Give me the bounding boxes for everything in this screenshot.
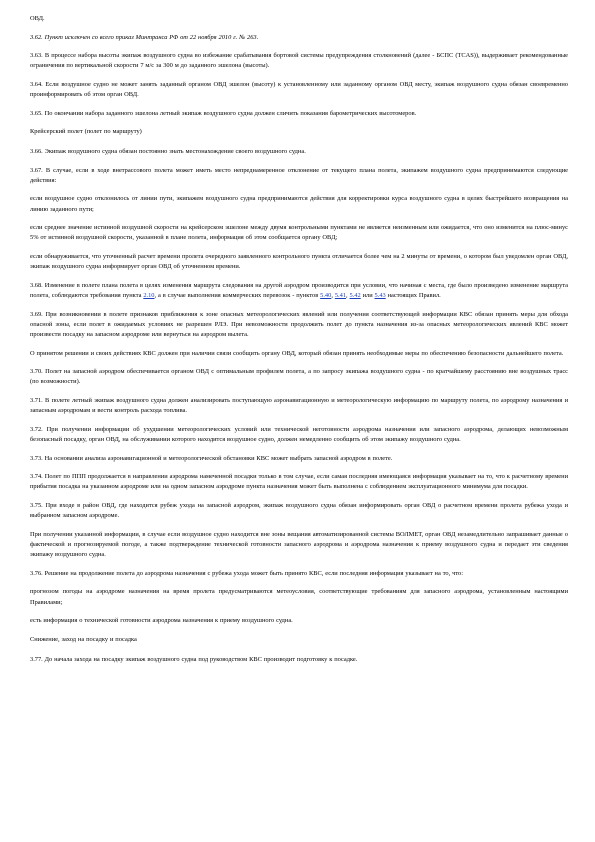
paragraph-3-75-cont: При получении указанной информации, в случае если воздушное судно находится вне зоны вещания автоматизированной системы ВОЛМЕТ, орган ОВД незамедлительно запрашивает данные о фактической и прогнозируемой погоде, а также подтверждение технической готовности запасного аэродрома и аэродрома назначения к приему воздушного судна и передает эти сведения экипажу воздушного судна.	[30, 530, 568, 559]
paragraph-3-67: 3.67. В случае, если в ходе внетрассового полета может иметь место непреднамеренное отклонение от текущего плана полета, экипажем воздушного судна предпринимаются следующие действия:	[30, 166, 568, 184]
paragraph-3-66: 3.66. Экипаж воздушного судна обязан постоянно знать местонахождение своего воздушного судна.	[30, 148, 306, 156]
paragraph-3-70: 3.70. Полет на запасной аэродром обеспечивается органом ОВД с оптимальным профилем полета, а по запросу экипажа воздушного судна - по кратчайшему расстоянию вне воздушных трасс (по возможности).	[30, 368, 568, 386]
paragraph-3-68	[30, 281, 568, 301]
paragraph-3-67-item-1: если воздушное судно отклонилось от линии пути, экипажем воздушного судна предпринимаются действия для корректировки курса воздушного судна в целях быстрейшего возвращения на линию заданного пути;	[30, 195, 568, 213]
paragraph-3-71: 3.71. В полете летный экипаж воздушного судна должен анализировать поступающую аэронавигационную и метеорологическую информацию по маршруту полета, по аэродрому назначения и запасным аэродромам и вести контроль расхода топлива.	[30, 397, 568, 415]
paragraph-3-74: 3.74. Полет по ППП продолжается в направлении аэродрома намеченной посадки только в том случае, если самая последняя имеющаяся информация указывает на то, что к расчетному времени прибытия посадка на указанном аэродроме или на одном запасном аэродроме пункта назначения может быть выполнена с соблюдением эксплуатационного минимума для посадки.	[30, 473, 568, 491]
paragraph-3-68-text-a: 3.68. Изменение в полете плана полета в целях изменения маршрута следования на другой аэродром производится при условии, что начиная с места, где было произведено изменение маршрута полета, соблюдаются требования пункта	[30, 281, 568, 300]
comma-separator: ,	[331, 292, 335, 300]
comma-separator: ,	[346, 292, 350, 300]
link-5-42[interactable]: 5.42	[349, 292, 361, 300]
paragraph-3-76-item-1: прогнозом погоды на аэродроме назначения на время пролета предусматриваются метеоусловия, соответствующие требованиям для запасного аэродрома, установленным настоящими Правилами;	[30, 588, 568, 606]
section-heading-descent: Снижение, заход на посадку и посадка	[30, 635, 137, 643]
paragraph-3-76: 3.76. Решение на продолжение полета до аэродрома назначения с рубежа ухода может быть принято КВС, если последняя информация указывает на то, что:	[30, 569, 463, 577]
paragraph-3-63: 3.63. В процессе набора высоты экипаж воздушного судна во избежание срабатывания бортовой системы предупреждения столкновений (далее - БСПС (TCAS)), выдерживает рекомендованные ограничения по вертикальной скорости 7 м/с за 300 м до заданного эшелона (высоты).	[30, 52, 568, 70]
link-5-41[interactable]: 5.41	[334, 292, 347, 300]
or-separator: или	[360, 292, 375, 300]
paragraph-3-77: 3.77. До начала захода на посадку экипаж воздушного судна под руководством КВС производит подготовку к посадке.	[30, 655, 358, 663]
paragraph-3-72: 3.72. При получении информации об ухудшении метеорологических условий или технической неготовности аэродрома назначения или запасного аэродрома, делающих невозможным безопасный посадку, орган ОВД, на обслуживании которого находится воздушное судно, должен немедленно сообщить об этом экипажу воздушного судна.	[30, 425, 568, 444]
document-page	[30, 14, 568, 673]
paragraph-continuation: ОВД.	[30, 15, 45, 22]
paragraph-3-67-item-2: если среднее значение истинной воздушной скорости на крейсерском эшелоне между двумя контрольными пунктами не является неизменным или ожидается, что оно изменится на плюс-минус 5% от истинной воздушной скорости, указанной в плане полета, информация об этом сообщается органу ОВД;	[30, 224, 568, 242]
paragraph-3-69-cont: О принятом решении и своих действиях КВС должен при наличии связи сообщить органу ОВД, который обязан принять необходимые меры по обеспечению безопасности дальнейшего полета.	[30, 349, 564, 357]
paragraph-3-73: 3.73. На основании анализа аэронавигационной и метеорологической обстановки КВС может выбрать запасной аэродром в полете.	[30, 454, 393, 462]
paragraph-3-75: 3.75. При входе в район ОВД, где находится рубеж ухода на запасной аэродром, экипаж воздушного судна обязан информировать орган ОВД о расчетном времени пролета рубежа ухода и выбранном запасном аэродроме.	[30, 502, 568, 520]
paragraph-3-68-text-b: , а в случае выполнения коммерческих перевозок - пунктов	[154, 292, 321, 300]
link-5-40[interactable]: 5.40	[320, 292, 332, 300]
paragraph-3-62: 3.62. Пункт исключен со всего приказ Минтранса РФ от 22 ноября 2010 г. № 263.	[30, 33, 259, 41]
paragraph-3-69: 3.69. При возникновении в полете признаков приближения к зоне опасных метеорологических явлений или получения соответствующей информации КВС обязан принять меры для обхода опасной зоны, если полет в ожидаемых условиях не разрешен РЛЭ. При невозможности продолжить полет до пункта назначения из-за опасных метеорологических явлений КВС может произвести посадку на запасном аэродроме или вернуться на аэродром вылета.	[30, 310, 568, 339]
paragraph-3-64: 3.64. Если воздушное судно не может занять заданный органом ОВД эшелон (высоту) к установленному или заданному органом ОВД месту, экипаж воздушного судна обязан своевременно проинформировать об этом орган ОВД.	[30, 80, 568, 99]
section-heading-cruise: Крейсерский полет (полет по маршруту)	[30, 128, 142, 136]
paragraph-3-76-item-2: есть информация о технической готовности аэродрома назначения к приему воздушного судна.	[30, 617, 293, 625]
paragraph-3-68-text-c: настоящих Правил.	[385, 292, 441, 300]
paragraph-3-67-item-3: если обнаруживается, что уточненный расчет времени пролета очередного заявленного контрольного пункта отличается более чем на 2 минуты от времени, о котором был уведомлен орган ОВД, экипаж воздушного судна информирует орган ОВД об уточненном времени.	[30, 253, 568, 271]
paragraph-3-65: 3.65. По окончании набора заданного эшелона летный экипаж воздушного судна должен сличить показания барометрических высотомеров.	[30, 109, 417, 117]
link-2-10[interactable]: 2.10	[143, 292, 155, 300]
link-5-43[interactable]: 5.43	[374, 292, 386, 300]
